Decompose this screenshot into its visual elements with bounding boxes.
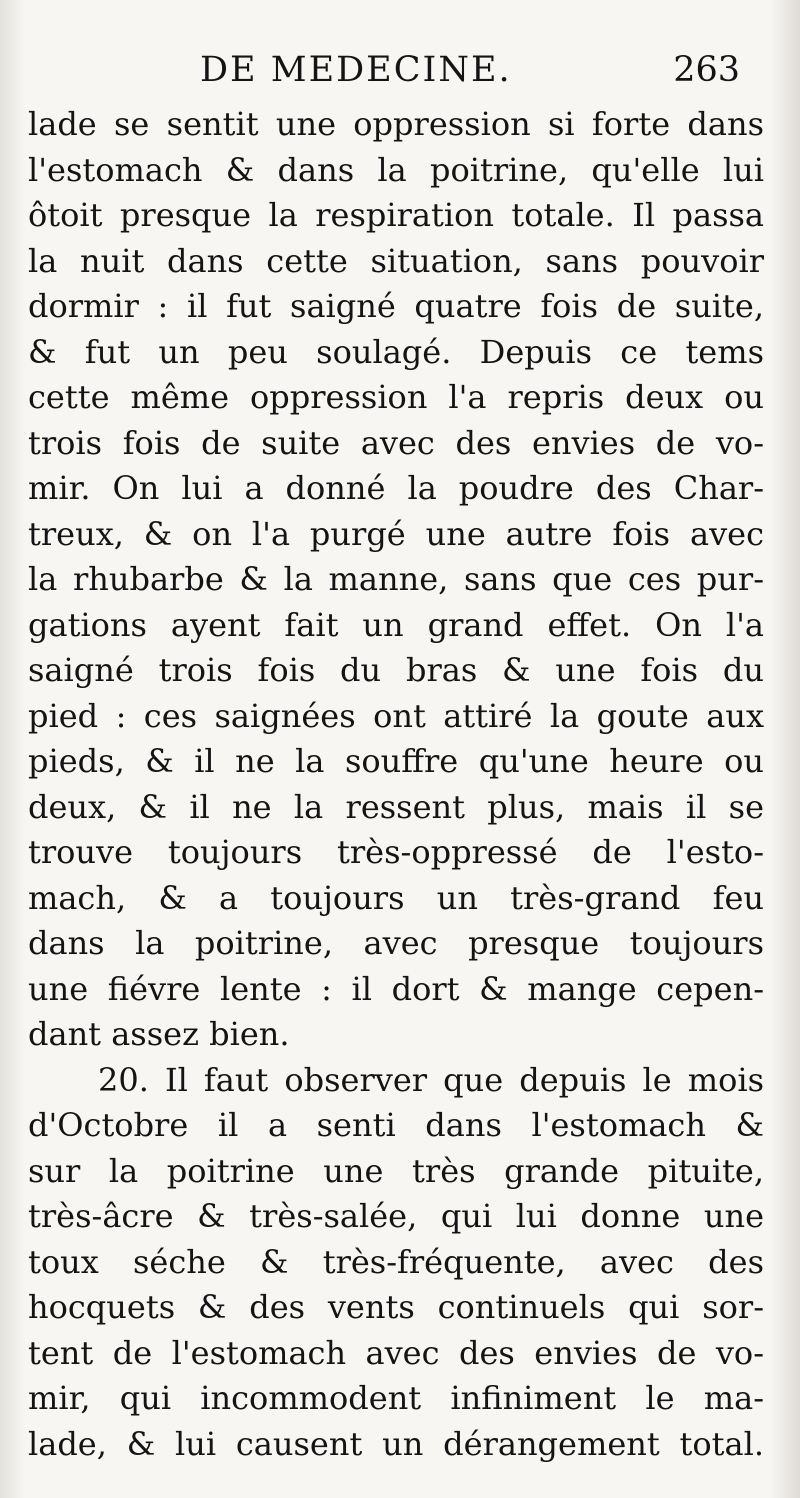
text-line: sur la poitrine une très grande pituite, (28, 1151, 764, 1190)
text-line: mir, qui incommodent infiniment le ma- (28, 1379, 764, 1417)
text-line: d'Octobre il a senti dans l'estomach & (28, 1106, 764, 1144)
text-line: pied : ces saignées ont attiré la goute aux (28, 696, 764, 735)
text-line: dans la poitrine, avec presque toujours (28, 924, 764, 962)
running-title: DE MEDECINE. (200, 50, 512, 90)
text-line: l'estomach & dans la poitrine, qu'elle lui (28, 150, 764, 189)
text-line: & fut un peu soulagé. Depuis ce tems (28, 332, 764, 371)
text-line: mach, & a toujours un très-grand feu (28, 878, 764, 917)
text-line: mir. On lui a donné la poudre des Char- (28, 469, 764, 507)
text-line: ôtoit presque la respiration totale. Il passa (28, 196, 764, 234)
text-line: trois fois de suite avec des envies de vo- (28, 423, 764, 462)
page-header (60, 50, 740, 100)
text-line: dormir : il fut saigné quatre fois de suite, (28, 287, 764, 325)
text-line: lade se sentit une oppression si forte dans (28, 105, 764, 143)
text-line: lade, & lui causent un dérangement total. (28, 1424, 764, 1463)
text-line: tent de l'estomach avec des envies de vo- (28, 1333, 764, 1372)
text-line: treux, & on l'a purgé une autre fois avec (28, 514, 764, 553)
text-line: cette même oppression l'a repris deux ou (28, 378, 764, 416)
text-line: très-âcre & très-salée, qui lui donne une (28, 1197, 764, 1235)
paragraph-start-line: 20. Il faut observer que depuis le mois (98, 1060, 764, 1099)
text-line: gations ayent fait un grand effet. On l'a (28, 605, 764, 644)
text-line: hocquets & des vents continuels qui sor- (28, 1288, 764, 1326)
text-line: deux, & il ne la ressent plus, mais il se (28, 787, 764, 826)
text-line: toux séche & très-fréquente, avec des (28, 1242, 764, 1281)
page-number: 263 (673, 50, 740, 90)
paragraph-end-line: dant assez bien. (28, 1015, 290, 1053)
text-line: pieds, & il ne la souffre qu'une heure ou (28, 742, 764, 780)
text-line: saigné trois fois du bras & une fois du (28, 651, 764, 689)
body-text (28, 102, 764, 1467)
text-line: la rhubarbe & la manne, sans que ces pur- (28, 560, 764, 598)
text-line: trouve toujours très-oppressé de l'esto- (28, 833, 764, 871)
text-line: la nuit dans cette situation, sans pouvoir (28, 241, 764, 280)
text-line: une fiévre lente : il dort & mange cepen- (28, 969, 764, 1008)
